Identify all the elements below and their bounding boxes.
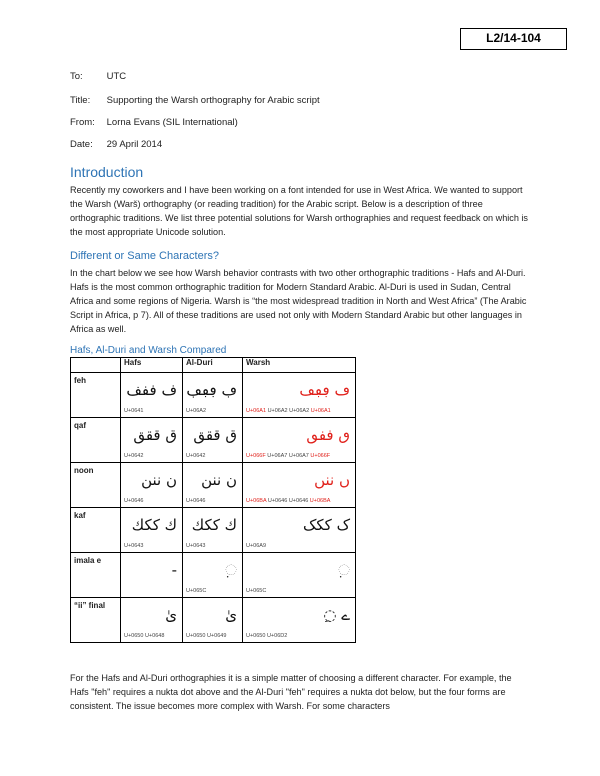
hafs-cell bbox=[121, 418, 183, 463]
table-caption: Hafs, Al-Duri and Warsh Compared bbox=[70, 345, 227, 356]
hafs-cell bbox=[121, 373, 183, 418]
codepoint-list bbox=[246, 498, 330, 504]
arabic-glyphs: ف ففف bbox=[126, 381, 177, 399]
to-line bbox=[70, 71, 126, 82]
codepoint-list bbox=[246, 633, 287, 639]
codepoint-list bbox=[246, 408, 331, 414]
alduri-cell bbox=[183, 418, 243, 463]
arabic-glyphs: ٯ ڧڧٯ bbox=[306, 426, 350, 444]
hafs-cell bbox=[121, 598, 183, 643]
arabic-glyphs: ◌ٜ bbox=[225, 561, 237, 579]
table-row bbox=[71, 553, 356, 598]
codepoint: U+0646 bbox=[124, 498, 144, 504]
title-line bbox=[70, 95, 320, 106]
row-label: imala e bbox=[71, 553, 121, 598]
codepoint: U+066F bbox=[246, 453, 266, 459]
codepoint: U+0646 bbox=[186, 498, 206, 504]
codepoint: U+0646 bbox=[267, 498, 288, 504]
introduction-heading: Introduction bbox=[70, 164, 144, 180]
row-label: feh bbox=[71, 373, 121, 418]
warsh-cell bbox=[243, 418, 356, 463]
table-row bbox=[71, 508, 356, 553]
codepoint: U+06A2 bbox=[267, 408, 288, 414]
header-hafs: Hafs bbox=[121, 358, 183, 373]
codepoint: U+065C bbox=[186, 588, 207, 594]
header-alduri: Al-Duri bbox=[183, 358, 243, 373]
codepoint: U+06A7 bbox=[288, 453, 309, 459]
corner-header bbox=[71, 358, 121, 373]
codepoint-list bbox=[186, 588, 206, 594]
arabic-glyphs: ىٰ bbox=[225, 606, 237, 624]
row-label: “ii” final bbox=[71, 598, 121, 643]
codepoint-list bbox=[124, 543, 143, 549]
codepoint: U+06A9 bbox=[246, 543, 267, 549]
codepoint-list bbox=[246, 543, 266, 549]
codepoint: U+06A2 bbox=[186, 408, 207, 414]
arabic-glyphs: ڡ ڢڢڡ bbox=[299, 381, 350, 399]
table-row bbox=[71, 418, 356, 463]
alduri-cell bbox=[183, 508, 243, 553]
arabic-glyphs: ن ننن bbox=[141, 471, 177, 489]
date-value: 29 April 2014 bbox=[106, 139, 163, 150]
table-row bbox=[71, 598, 356, 643]
to-label: To: bbox=[70, 71, 83, 82]
alduri-cell bbox=[183, 553, 243, 598]
codepoint: U+06A1 bbox=[246, 408, 267, 414]
codepoint: U+06BA bbox=[309, 498, 331, 504]
codepoint-list bbox=[186, 498, 205, 504]
codepoint-list bbox=[124, 408, 143, 414]
codepoint-list bbox=[186, 408, 206, 414]
codepoint-list bbox=[124, 633, 164, 639]
document-number: L2/14-104 bbox=[460, 28, 567, 50]
to-value: UTC bbox=[106, 71, 127, 82]
alduri-cell bbox=[183, 463, 243, 508]
arabic-glyphs: ك ككك bbox=[191, 516, 237, 534]
codepoint-list bbox=[186, 543, 205, 549]
hafs-cell bbox=[121, 463, 183, 508]
analysis-paragraph: For the Hafs and Al-Duri orthographies it is a simple matter of choosing a different character. For example, the Hafs "feh" requires a nukta dot above and the Al-Duri "feh" requires a nukta dot below, but the four forms are consistent. The issue becomes more complex with Warsh. For some characters bbox=[70, 673, 512, 711]
arabic-glyphs: ◌ٜ bbox=[338, 561, 350, 579]
from-line bbox=[70, 117, 238, 128]
codepoint: U+06D2 bbox=[266, 633, 288, 639]
title-label: Title: bbox=[70, 95, 91, 106]
codepoint: U+0642 bbox=[186, 453, 206, 459]
codepoint: U+0641 bbox=[124, 408, 144, 414]
codepoint: U+0642 bbox=[124, 453, 144, 459]
alduri-cell bbox=[183, 373, 243, 418]
hafs-cell bbox=[121, 508, 183, 553]
codepoint: U+06A1 bbox=[310, 408, 331, 414]
row-label: qaf bbox=[71, 418, 121, 463]
codepoint: U+0650 bbox=[186, 633, 206, 639]
codepoint: U+0648 bbox=[144, 633, 165, 639]
codepoint: U+0643 bbox=[124, 543, 144, 549]
hafs-cell bbox=[121, 553, 183, 598]
row-label: kaf bbox=[71, 508, 121, 553]
header-warsh: Warsh bbox=[243, 358, 356, 373]
arabic-glyphs: - bbox=[171, 561, 177, 579]
warsh-cell bbox=[243, 598, 356, 643]
arabic-glyphs: ق ققق bbox=[193, 426, 237, 444]
from-value: Lorna Evans (SIL International) bbox=[106, 117, 238, 128]
codepoint-list bbox=[124, 498, 143, 504]
codepoint: U+0649 bbox=[206, 633, 227, 639]
warsh-cell bbox=[243, 508, 356, 553]
table-header-row bbox=[71, 358, 356, 373]
date-label: Date: bbox=[70, 139, 93, 150]
alduri-cell bbox=[183, 598, 243, 643]
arabic-glyphs: ك ككك bbox=[131, 516, 177, 534]
warsh-cell bbox=[243, 553, 356, 598]
codepoint: U+0650 bbox=[246, 633, 266, 639]
chart-intro-paragraph: In the chart below we see how Warsh behavior contrasts with two other orthographic traditions - Hafs and Al-Duri. Hafs is the most common orthographic tradition for Modern Standard Arabic. Al-Duri is used in Sudan, Central Africa and some regions of Nigeria. Warsh is “the most widespread tradition in North and West Africa” (The Arabic Script in Africa, p 7). All of these traditions are used not only with Modern Standard Arabic but other languages in Africa as well. bbox=[70, 268, 527, 334]
arabic-glyphs: ڢ ڢڢڢ bbox=[186, 381, 237, 399]
comparison-table bbox=[70, 357, 356, 643]
codepoint: U+066F bbox=[310, 453, 331, 459]
table-row bbox=[71, 373, 356, 418]
codepoint: U+06A7 bbox=[267, 453, 288, 459]
codepoint-list bbox=[124, 453, 143, 459]
row-label: noon bbox=[71, 463, 121, 508]
from-label: From: bbox=[70, 117, 95, 128]
codepoint-list bbox=[246, 453, 330, 459]
codepoint: U+065C bbox=[246, 588, 267, 594]
warsh-cell bbox=[243, 373, 356, 418]
introduction-paragraph: Recently my coworkers and I have been working on a font intended for use in West Africa. We wanted to support the Warsh (Warš) orthography (or reading tradition) for the Arabic script. Below is a description of three orthographic traditions. We list three potential solutions for Warsh orthographies and request feedback on which is the most appropriate Unicode solution. bbox=[70, 185, 528, 237]
codepoint: U+0650 bbox=[124, 633, 144, 639]
arabic-glyphs: ق ققق bbox=[133, 426, 177, 444]
codepoint: U+06BA bbox=[246, 498, 267, 504]
title-value: Supporting the Warsh orthography for Arabic script bbox=[106, 95, 320, 106]
arabic-glyphs: ن ننن bbox=[201, 471, 237, 489]
codepoint: U+0643 bbox=[186, 543, 206, 549]
codepoint: U+06A2 bbox=[289, 408, 310, 414]
arabic-glyphs: ىٰ bbox=[165, 606, 177, 624]
table-row bbox=[71, 463, 356, 508]
arabic-glyphs: ں ننں bbox=[314, 471, 350, 489]
date-line bbox=[70, 139, 162, 150]
codepoint: U+0646 bbox=[288, 498, 309, 504]
codepoint-list bbox=[186, 633, 226, 639]
arabic-glyphs: ک ککک bbox=[302, 516, 350, 534]
codepoint-list bbox=[246, 588, 266, 594]
different-same-heading: Different or Same Characters? bbox=[70, 250, 219, 262]
arabic-glyphs: ◌ِ ے bbox=[323, 606, 350, 624]
warsh-cell bbox=[243, 463, 356, 508]
codepoint-list bbox=[186, 453, 205, 459]
